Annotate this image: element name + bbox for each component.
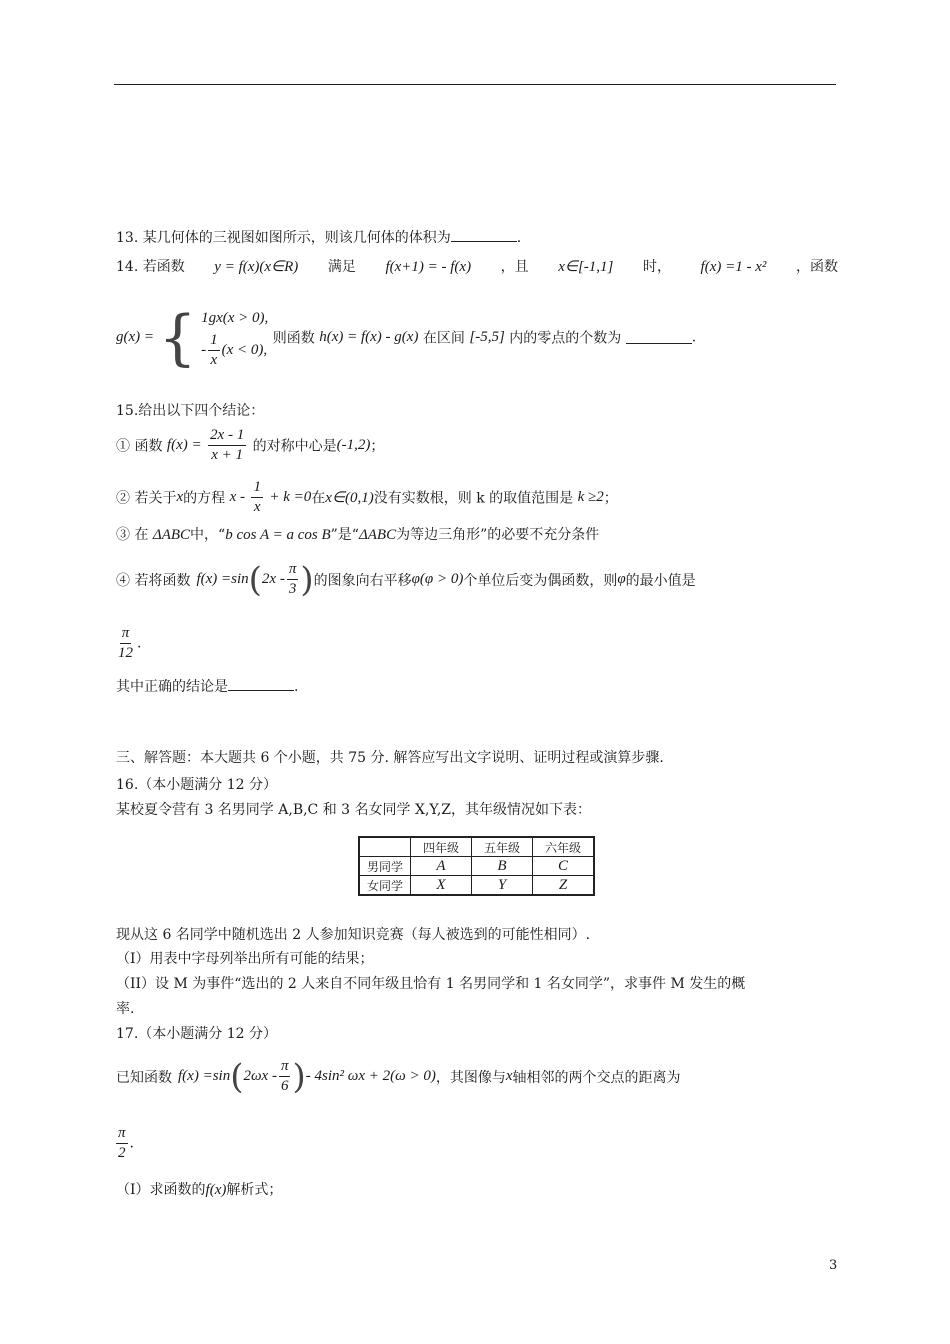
q16-p2: （I）用表中字母列举出所有可能的结果； [116,951,374,967]
grade-table [358,836,595,896]
q13-blank [451,229,517,242]
table-row: 男同学 A B C [359,857,594,876]
table-row: 女同学 X Y Z [359,876,594,896]
q16-intro: 某校夏令营有 3 名男同学 A,B,C 和 3 名女同学 X,Y,Z，其年级情况如下表： [116,802,592,818]
q15-c4: ④ 若将函数 f(x) =sin ( 2x - $\frac{\pi}{3}$ ) 的图象向右平移 φ(φ > 0) 个单位后变为偶函数，则 φ 的最小值是 [116,559,696,600]
header-rule [114,84,836,85]
q13-text: 13. 某几何体的三视图如图所示，则该几何体的体积为 [116,230,451,246]
q13-line: 13. 某几何体的三视图如图所示，则该几何体的体积为 . [116,230,522,246]
q14-piecewise: g(x) = { 1gx(x > 0), - $\frac{1}{x}$ (x < 0), 则函数 h(x) = f(x) - g(x) 在区间 [-5,5] 内的零点的个数为 . [116,302,697,373]
q14-line1: 14. 若函数 y = f(x)(x∈R) 满足 f(x+1) = - f(x) ，且 x∈[-1,1] 时， f(x) =1 - x² ，函数 [116,259,838,275]
q17-part1: （I）求函数的f(x)解析式； [116,1182,283,1198]
q17-function: 已知函数 f(x) =sin ( 2ωx - $\frac{\pi}{6}$ ) - 4sin² ωx + 2(ω > 0) ，其图像与 x 轴相邻的两个交点的距离为 [116,1056,681,1097]
q17-title: 17.（本小题满分 12 分） [116,1026,277,1042]
page-number: 3 [829,1258,838,1273]
q15-c3: ③ 在 ΔABC中，“b cos A = a cos B”是“ΔABC为等边三角形”的必要不充分条件 [116,527,600,543]
q15-blank [228,678,294,691]
q14-blank [626,331,692,344]
q16-p3: （II）设 M 为事件“选出的 2 人来自不同年级且恰有 1 名男同学和 1 名女同学”，求事件 M 发生的概 [116,976,746,992]
left-brace: { [158,302,197,373]
q15-c1: ① 函数 f(x) = $\frac{2x - 1}{x + 1}$ 的对称中心是(-1,2)； [116,427,385,463]
q15-intro: 15.给出以下四个结论： [116,403,265,419]
q17-answer: $\frac{\pi}{2}$ . [118,1125,134,1161]
section-3-heading: 三、解答题：本大题共 6 个小题，共 75 分. 解答应写出文字说明、证明过程或演算步骤. [116,750,664,766]
q16-p4: 率. [116,1001,135,1017]
q15-question: 其中正确的结论是 . [116,679,299,695]
table-row: 四年级 五年级 六年级 [359,837,594,857]
q16-p1: 现从这 6 名同学中随机选出 2 人参加知识竞赛（每人被选到的可能性相同）. [116,927,591,943]
q16-title: 16.（本小题满分 12 分） [116,777,277,793]
q15-c2: ② 若关于x的方程 x - $\frac{1}{x}$ + k =0在x∈(0,1)没有实数根，则 k 的取值范围是 k ≥2； [116,479,618,515]
q15-c4-answer: $\frac{\pi}{12}$ . [118,625,142,661]
